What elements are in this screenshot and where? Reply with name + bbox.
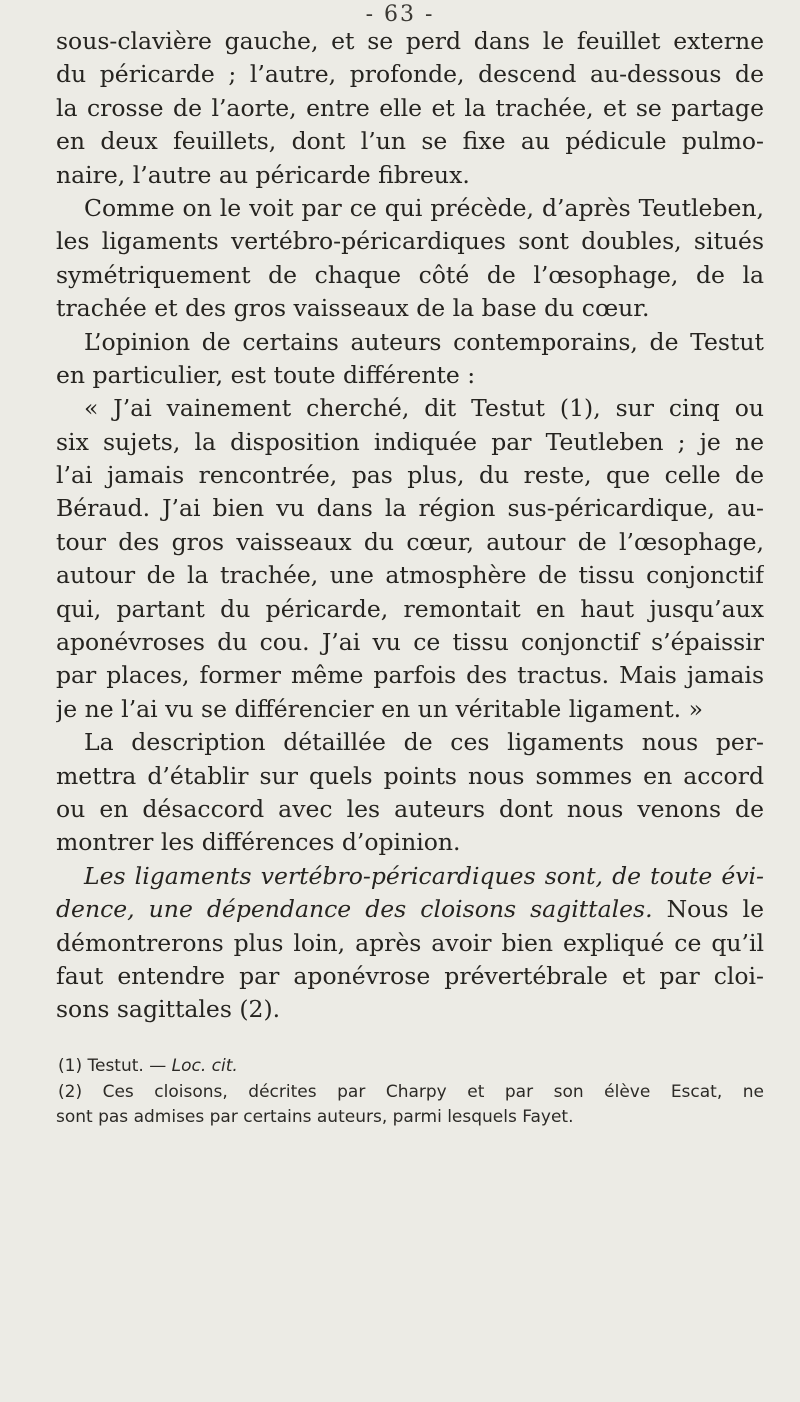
footnote-text: Ces cloisons, décrites par Charpy et par son élève Escat, ne [82,1081,764,1102]
text-line: les ligaments vertébro-péricardiques sont doubles, situés [56,227,764,256]
text-line: ou en désaccord avec les auteurs dont nous venons de [56,794,764,823]
page-number: - 63 - [365,2,435,27]
text-line: tour des gros vaisseaux du cœur, autour de l’œsophage, [56,527,764,556]
body-text [56,25,764,1027]
paragraph [56,726,764,860]
text-line: aponévroses du cou. J’ai vu ce tissu conjonctif s’épaissir [56,628,764,657]
text-line: sous-clavière gauche, et se perd dans le feuillet externe [56,27,764,55]
text-line: démontrerons plus loin, après avoir bien expliqué ce qu’il [56,928,764,957]
text-line: sons sagittales (2). [56,995,281,1024]
text-line: en deux feuillets, dont l’un se fixe au pédicule pulmo- [56,127,764,156]
footnote-marker: (1) [58,1056,83,1076]
text-line: mettra d’établir sur quels points nous sommes en accord [56,761,764,790]
text-line: naire, l’autre au péricarde fibreux. [56,160,470,189]
text-line: symétriquement de chaque côté de l’œsophage, de la [56,260,764,289]
text-line: montrer les différences d’opinion. [56,828,461,857]
text-line: faut entendre par aponévrose prévertébrale et par cloi- [56,961,764,990]
text-line: la crosse de l’aorte, entre elle et la trachée, et se partage [56,93,764,122]
paragraph [56,25,764,192]
text-line: L’opinion de certains auteurs contemporains, de Testut [84,327,764,356]
italic-text-line: Les ligaments vertébro-péricardiques sont, de toute évi- [84,861,764,890]
footnote-italic: Loc. cit. [171,1056,238,1076]
footnote-line [56,1080,764,1106]
quotation-paragraph [56,392,764,726]
text-line: « J’ai vainement cherché, dit Testut (1), sur cinq ou [84,394,764,423]
footnote-line: sont pas admises par certains auteurs, parmi lesquels Fayet. [56,1107,574,1127]
text-span: Nous le [652,895,764,924]
footnote-line [56,1054,764,1080]
text-line: du péricarde ; l’autre, profonde, descend au-dessous de [56,60,764,89]
text-line: je ne l’ai vu se différencier en un véritable ligament. » [56,694,703,723]
footnote-2 [56,1080,764,1131]
text-line: La description détaillée de ces ligaments nous per- [84,728,764,757]
text-line: six sujets, la disposition indiquée par Teutleben ; je ne [56,427,764,456]
text-line: l’ai jamais rencontrée, pas plus, du reste, que celle de [56,461,764,490]
text-line: Comme on le voit par ce qui précède, d’après Teutleben, [84,193,764,222]
footnote-marker: (2) [58,1081,83,1102]
text-line: trachée et des gros vaisseaux de la base du cœur. [56,294,650,323]
italic-text: dence, une dépendance des cloisons sagittales. [56,895,653,924]
paragraph [56,192,764,326]
footnote-text: Testut. — [82,1056,172,1076]
footnote-1 [56,1054,764,1080]
paragraph [56,860,764,1027]
text-line: par places, former même parfois des tractus. Mais jamais [56,661,764,690]
paragraph [56,326,764,393]
footnotes [56,1054,764,1131]
text-line: autour de la trachée, une atmosphère de tissu conjonctif [56,561,764,590]
text-line: Béraud. J’ai bien vu dans la région sus-péricardique, au- [56,494,764,523]
text-line: en particulier, est toute différente : [56,360,476,389]
text-line [56,893,764,926]
text-line: qui, partant du péricarde, remontait en haut jusqu’aux [56,594,764,623]
